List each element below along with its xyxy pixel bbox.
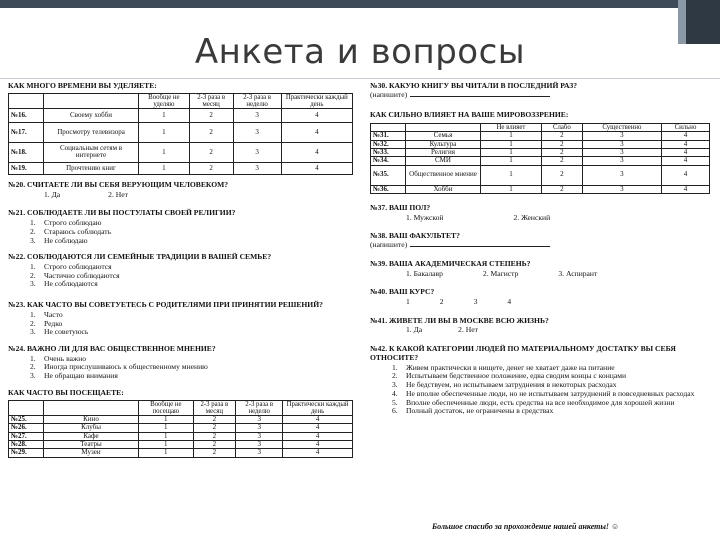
answer-cell[interactable]: 3 bbox=[233, 142, 281, 162]
answer-cell[interactable]: 2 bbox=[541, 185, 582, 193]
time-table-header: КАК МНОГО ВРЕМЕНИ ВЫ УДЕЛЯЕТЕ: bbox=[8, 81, 157, 90]
option-text: Не бедствуем, но испытываем затруднения в некоторых расходах bbox=[406, 380, 617, 390]
row-label: Театры bbox=[44, 440, 139, 448]
answer-option[interactable]: 2. Нет bbox=[458, 325, 478, 335]
column-header: Существенно bbox=[582, 124, 661, 132]
option-text: Не соблюдаются bbox=[44, 279, 98, 289]
visit-table-header: КАК ЧАСТО ВЫ ПОСЕЩАЕТЕ: bbox=[8, 387, 124, 397]
answer-cell[interactable]: 4 bbox=[661, 185, 709, 193]
answer-cell[interactable]: 3 bbox=[236, 432, 283, 440]
option-text: Не соблюдаю bbox=[44, 235, 88, 245]
write-in-hint: (напишите) bbox=[370, 240, 408, 250]
column-header: Вообще не посещаю bbox=[139, 400, 194, 415]
table-row bbox=[9, 424, 353, 432]
answer-cell[interactable]: 4 bbox=[661, 157, 709, 165]
answer-cell[interactable]: 3 bbox=[582, 148, 661, 156]
row-number: №17. bbox=[9, 122, 44, 142]
option-number: 2. bbox=[392, 371, 398, 381]
question-37 bbox=[370, 204, 715, 222]
option-number: 1. bbox=[30, 353, 36, 363]
question-text: №22. СОБЛЮДАЮТСЯ ЛИ СЕМЕЙНЫЕ ТРАДИЦИИ В ВАШЕЙ СЕМЬЕ? bbox=[8, 252, 272, 262]
option-text: Строго соблюдаются bbox=[44, 262, 112, 271]
option-number: 2. bbox=[30, 318, 36, 328]
answer-option[interactable] bbox=[30, 280, 353, 289]
table-row bbox=[9, 162, 353, 174]
row-number: №25. bbox=[9, 415, 44, 423]
option-number: 2. bbox=[30, 226, 36, 236]
table-row bbox=[9, 432, 353, 440]
answer-option[interactable]: 1 bbox=[406, 297, 410, 307]
table-row bbox=[9, 108, 353, 122]
influence-table bbox=[370, 123, 710, 194]
answer-cell[interactable]: 1 bbox=[481, 157, 542, 165]
row-label: СМИ bbox=[406, 157, 481, 165]
answer-cell[interactable]: 3 bbox=[236, 415, 283, 423]
row-number: №19. bbox=[9, 162, 44, 174]
question-39 bbox=[370, 260, 715, 278]
answer-cell[interactable]: 4 bbox=[283, 415, 353, 423]
option-text: Частично соблюдаются bbox=[44, 270, 120, 280]
table-header-row bbox=[9, 400, 353, 415]
answer-option[interactable]: 1. Мужской bbox=[406, 212, 444, 222]
row-number: №16. bbox=[9, 108, 44, 122]
answer-option[interactable]: 2 bbox=[439, 297, 444, 307]
option-number: 3. bbox=[30, 327, 36, 337]
answer-cell[interactable]: 2 bbox=[193, 440, 236, 448]
visit-table bbox=[8, 400, 353, 458]
table-corner bbox=[9, 400, 44, 415]
answer-cell[interactable]: 2 bbox=[193, 415, 236, 423]
answer-cell[interactable]: 2 bbox=[193, 424, 236, 432]
answer-cell[interactable]: 1 bbox=[481, 140, 542, 148]
column-header: Сильно bbox=[661, 124, 709, 132]
time-table bbox=[8, 93, 353, 175]
question-text: №30. КАКУЮ КНИГУ ВЫ ЧИТАЛИ В ПОСЛЕДНИЙ РАЗ? bbox=[370, 81, 578, 90]
answer-cell[interactable]: 3 bbox=[582, 132, 661, 140]
option-number: 3. bbox=[30, 235, 36, 245]
answer-option[interactable]: 3 bbox=[473, 297, 478, 307]
option-text: Полный достаток, не ограничены в средствах bbox=[406, 406, 554, 416]
answer-option[interactable]: 2. Нет bbox=[108, 189, 128, 199]
answer-cell[interactable]: 3 bbox=[233, 162, 281, 174]
table-row bbox=[371, 157, 710, 165]
column-header: Практически каждый день bbox=[281, 93, 352, 108]
row-label: Семья bbox=[406, 132, 481, 140]
table-header-row bbox=[9, 93, 353, 108]
table-corner-label bbox=[44, 400, 139, 415]
row-label: Прочтению книг bbox=[44, 162, 139, 174]
column-header: Не влияет bbox=[481, 124, 542, 132]
row-label: Культура bbox=[406, 140, 481, 148]
option-text: Редко bbox=[44, 318, 63, 328]
table-corner bbox=[9, 93, 44, 108]
option-number: 1. bbox=[392, 362, 398, 372]
option-number: 3. bbox=[30, 279, 36, 289]
row-label: Музеи bbox=[44, 449, 139, 457]
answer-cell[interactable]: 3 bbox=[582, 185, 661, 193]
question-text: №38. ВАШ ФАКУЛЬТЕТ? bbox=[370, 231, 460, 241]
option-text: Не советуюсь bbox=[44, 327, 89, 337]
top-accent-bar bbox=[0, 0, 720, 8]
question-20 bbox=[8, 181, 353, 199]
table-row bbox=[371, 132, 710, 140]
answer-cell[interactable]: 4 bbox=[281, 122, 352, 142]
answer-cell[interactable]: 4 bbox=[283, 424, 353, 432]
answer-cell[interactable]: 4 bbox=[283, 449, 353, 457]
row-label: Просмотру телевизора bbox=[44, 122, 139, 142]
answer-cell[interactable]: 3 bbox=[233, 122, 281, 142]
option-number: 1. bbox=[30, 218, 36, 228]
table-row bbox=[371, 165, 710, 185]
answer-cell[interactable]: 1 bbox=[139, 449, 194, 457]
row-label: Своему хобби bbox=[44, 108, 139, 122]
answer-cell[interactable]: 3 bbox=[582, 140, 661, 148]
table-row bbox=[9, 440, 353, 448]
row-label: Религия bbox=[406, 148, 481, 156]
column-header: 2-3 раза в неделю bbox=[233, 93, 281, 108]
row-number: №27. bbox=[9, 432, 44, 440]
answer-cell[interactable]: 3 bbox=[582, 165, 661, 185]
option-number: 1. bbox=[30, 262, 36, 271]
column-header: 2-3 раза в месяц bbox=[193, 400, 236, 415]
option-text: Испытываем бедственное положение, едва сводим концы с концами bbox=[406, 371, 627, 381]
option-text: Очень важно bbox=[44, 353, 87, 363]
table-corner-label bbox=[44, 93, 139, 108]
row-number: №33. bbox=[371, 148, 406, 156]
influence-table-header: КАК СИЛЬНО ВЛИЯЕТ НА ВАШЕ МИРОВОЗЗРЕНИЕ: bbox=[370, 110, 569, 120]
table-row bbox=[371, 148, 710, 156]
answer-cell[interactable]: 4 bbox=[661, 148, 709, 156]
answer-cell[interactable]: 2 bbox=[541, 140, 582, 148]
question-38 bbox=[370, 232, 715, 249]
question-41 bbox=[370, 317, 715, 335]
answer-option[interactable]: 2. Женский bbox=[513, 212, 551, 222]
answer-cell[interactable]: 1 bbox=[139, 142, 190, 162]
row-number: №36. bbox=[371, 185, 406, 193]
question-text: №23. КАК ЧАСТО ВЫ СОВЕТУЕТЕСЬ С РОДИТЕЛЯМИ ПРИ ПРИНЯТИИ РЕШЕНИЙ? bbox=[8, 300, 323, 310]
option-number: 4. bbox=[392, 388, 398, 398]
answer-cell[interactable]: 4 bbox=[281, 108, 352, 122]
answer-cell[interactable]: 1 bbox=[139, 440, 194, 448]
answer-cell[interactable]: 1 bbox=[139, 424, 194, 432]
answer-cell[interactable]: 2 bbox=[541, 132, 582, 140]
question-text: №41. ЖИВЕТЕ ЛИ ВЫ В МОСКВЕ ВСЮ ЖИЗНЬ? bbox=[370, 315, 549, 325]
column-header: 2-3 раза в месяц bbox=[189, 93, 233, 108]
write-in-field[interactable] bbox=[410, 246, 550, 247]
answer-cell[interactable]: 2 bbox=[189, 122, 233, 142]
answer-cell[interactable]: 4 bbox=[661, 165, 709, 185]
thanks-note: Большое спасибо за прохождение нашей анкеты! ☺ bbox=[432, 522, 620, 531]
question-text: №24. ВАЖНО ЛИ ДЛЯ ВАС ОБЩЕСТВЕННОЕ МНЕНИЕ? bbox=[8, 344, 216, 354]
option-text: Вполне обеспеченные люди, есть средства на все необходимое для хорошей жизни bbox=[406, 397, 675, 407]
answer-cell[interactable]: 1 bbox=[481, 132, 542, 140]
option-text: Не обращаю внимания bbox=[44, 371, 118, 381]
answer-cell[interactable]: 2 bbox=[541, 148, 582, 156]
answer-cell[interactable]: 3 bbox=[236, 440, 283, 448]
row-number: №35. bbox=[371, 165, 406, 185]
question-text: №21. СОБЛЮДАЕТЕ ЛИ ВЫ ПОСТУЛАТЫ СВОЕЙ РЕЛИГИИ? bbox=[8, 208, 236, 218]
option-number: 2. bbox=[30, 270, 36, 280]
answer-cell[interactable]: 1 bbox=[139, 122, 190, 142]
answer-cell[interactable]: 2 bbox=[193, 432, 236, 440]
option-number: 5. bbox=[392, 397, 398, 407]
answer-cell[interactable]: 1 bbox=[481, 185, 542, 193]
option-number: 3. bbox=[30, 371, 36, 381]
answer-cell[interactable]: 2 bbox=[189, 142, 233, 162]
table-row bbox=[371, 140, 710, 148]
answer-cell[interactable]: 4 bbox=[281, 142, 352, 162]
question-text: №20. СЧИТАЕТЕ ЛИ ВЫ СЕБЯ ВЕРУЮЩИМ ЧЕЛОВЕКОМ? bbox=[8, 179, 229, 189]
row-label: Социальным сетям в интернете bbox=[44, 142, 139, 162]
question-text: №39. ВАША АКАДЕМИЧЕСКАЯ СТЕПЕНЬ? bbox=[370, 258, 531, 268]
option-text: Стараюсь соблюдать bbox=[44, 226, 112, 236]
answer-cell[interactable]: 1 bbox=[139, 162, 190, 174]
answer-cell[interactable]: 4 bbox=[661, 132, 709, 140]
answer-option[interactable] bbox=[30, 237, 353, 246]
column-header: 2-3 раза в неделю bbox=[236, 400, 283, 415]
question-24 bbox=[8, 345, 353, 381]
answer-option[interactable]: 1. Да bbox=[406, 325, 423, 335]
row-label: Хобби bbox=[406, 185, 481, 193]
question-42 bbox=[370, 345, 715, 416]
question-40 bbox=[370, 288, 715, 306]
answer-cell[interactable]: 3 bbox=[582, 157, 661, 165]
row-number: №29. bbox=[9, 449, 44, 457]
answer-cell[interactable]: 2 bbox=[193, 449, 236, 457]
answer-cell[interactable]: 1 bbox=[481, 165, 542, 185]
column-header: Вообще не уделяю bbox=[139, 93, 190, 108]
option-text: Строго соблюдаю bbox=[44, 218, 102, 228]
answer-option[interactable]: 1. Да bbox=[44, 189, 61, 199]
answer-option[interactable]: 2. Магистр bbox=[482, 268, 519, 278]
row-number: №18. bbox=[9, 142, 44, 162]
write-in-field[interactable] bbox=[410, 96, 550, 97]
right-column bbox=[370, 82, 715, 416]
answer-cell[interactable]: 4 bbox=[283, 440, 353, 448]
table-row bbox=[9, 449, 353, 457]
question-text: №37. ВАШ ПОЛ? bbox=[370, 203, 431, 212]
answer-option[interactable]: 4 bbox=[507, 297, 512, 307]
option-number: 2. bbox=[30, 362, 36, 372]
row-label: Кафе bbox=[44, 432, 139, 440]
row-label: Общественное мнение bbox=[406, 165, 481, 185]
row-label: Клубы bbox=[44, 424, 139, 432]
answer-cell[interactable]: 1 bbox=[139, 432, 194, 440]
answer-option[interactable] bbox=[30, 328, 353, 337]
write-in-hint: (напишите) bbox=[370, 89, 408, 99]
row-number: №34. bbox=[371, 157, 406, 165]
answer-cell[interactable]: 1 bbox=[481, 148, 542, 156]
answer-cell[interactable]: 4 bbox=[281, 162, 352, 174]
question-23 bbox=[8, 301, 353, 337]
table-row bbox=[9, 142, 353, 162]
row-number: №32. bbox=[371, 140, 406, 148]
answer-cell[interactable]: 4 bbox=[661, 140, 709, 148]
row-number: №26. bbox=[9, 424, 44, 432]
answer-cell[interactable]: 2 bbox=[189, 162, 233, 174]
option-text: Иногда прислушиваюсь к общественному мнению bbox=[44, 362, 208, 372]
slide-title: Анкета и вопросы bbox=[194, 32, 526, 72]
title-divider bbox=[0, 78, 720, 79]
question-21 bbox=[8, 209, 353, 245]
answer-option[interactable]: 1. Бакалавр bbox=[406, 268, 443, 278]
option-text: Часто bbox=[44, 309, 63, 319]
question-30 bbox=[370, 82, 715, 99]
row-number: №31. bbox=[371, 132, 406, 140]
column-header: Практически каждый день bbox=[283, 400, 353, 415]
question-22 bbox=[8, 253, 353, 289]
answer-cell[interactable]: 3 bbox=[236, 424, 283, 432]
question-text: №40. ВАШ КУРС? bbox=[370, 287, 435, 297]
answer-cell[interactable]: 2 bbox=[541, 165, 582, 185]
answer-option[interactable] bbox=[30, 311, 353, 320]
question-text: №42. К КАКОЙ КАТЕГОРИИ ЛЮДЕЙ ПО МАТЕРИАЛЬНОМУ ДОСТАТКУ ВЫ СЕБЯ ОТНОСИТЕ? bbox=[370, 344, 676, 362]
answer-option[interactable]: 3. Аспирант bbox=[558, 268, 598, 278]
table-row bbox=[371, 185, 710, 193]
answer-cell[interactable]: 2 bbox=[541, 157, 582, 165]
left-column bbox=[8, 82, 353, 458]
table-row bbox=[9, 415, 353, 423]
option-text: Живем практически в нищете, денег не хватает даже на питание bbox=[406, 362, 615, 372]
answer-option[interactable] bbox=[392, 407, 715, 416]
option-number: 6. bbox=[392, 406, 398, 416]
answer-cell[interactable]: 1 bbox=[139, 108, 190, 122]
answer-option[interactable] bbox=[30, 372, 353, 381]
answer-cell[interactable]: 2 bbox=[189, 108, 233, 122]
column-header: Слабо bbox=[541, 124, 582, 132]
table-row bbox=[9, 122, 353, 142]
row-label: Кино bbox=[44, 415, 139, 423]
answer-cell[interactable]: 4 bbox=[283, 432, 353, 440]
answer-cell[interactable]: 3 bbox=[233, 108, 281, 122]
table-header-row bbox=[371, 124, 710, 132]
option-number: 1. bbox=[30, 309, 36, 319]
option-number: 3. bbox=[392, 380, 398, 390]
row-number: №28. bbox=[9, 440, 44, 448]
answer-cell[interactable]: 3 bbox=[236, 449, 283, 457]
answer-cell[interactable]: 1 bbox=[139, 415, 194, 423]
option-text: Не вполне обеспеченные люди, но не испытываем затруднений в повседневных расходах bbox=[406, 388, 695, 398]
